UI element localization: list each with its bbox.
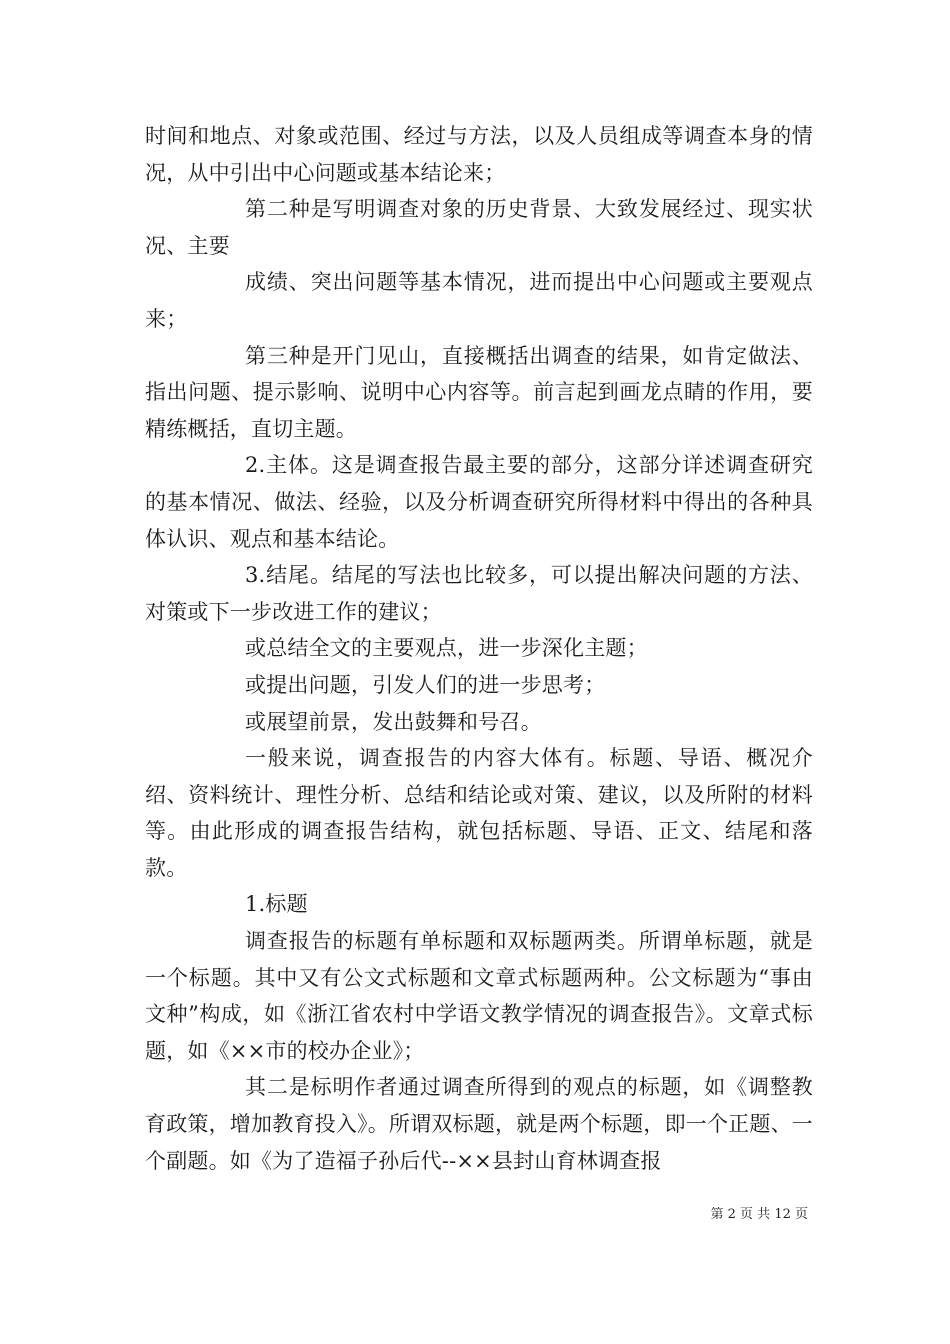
paragraph-double-title: 其二是标明作者通过调查所得到的观点的标题，如《调整教育政策，增加教育投入》。所谓双标题，就是两个标题，即一个正题、一个副题。如《为了造福子孙后代--××县封山育林调查报 — [145, 1075, 813, 1173]
paragraph-ending-option-summary: 或总结全文的主要观点，进一步深化主题； — [245, 636, 648, 661]
paragraph-ending-option-outlook: 或展望前景，发出鼓舞和号召。 — [245, 709, 542, 734]
paragraph-ending: 3.结尾。结尾的写法也比较多，可以提出解决问题的方法、对策或下一步改进工作的建议； — [145, 563, 813, 624]
paragraph-report-contents: 一般来说，调查报告的内容大体有。标题、导语、概况介绍、资料统计、理性分析、总结和结论或对策、建议，以及所附的材料等。由此形成的调查报告结构，就包括标题、导语、正文、结尾和落款。 — [145, 746, 813, 880]
paragraph-title-types: 调查报告的标题有单标题和双标题两类。所谓单标题，就是一个标题。其中又有公文式标题和文章式标题两种。公文标题为“事由文种”构成，如《浙江省农村中学语文教学情况的调查报告》。文章式标题，如《××市的校办企业》； — [145, 929, 813, 1063]
paragraph-continuation: 时间和地点、对象或范围、经过与方法，以及人员组成等调查本身的情况，从中引出中心问题或基本结论来； — [145, 124, 813, 185]
paragraph-third-type: 第三种是开门见山，直接概括出调查的结果，如肯定做法、指出问题、提示影响、说明中心内容等。前言起到画龙点睛的作用，要精练概括，直切主题。 — [145, 343, 813, 441]
page-number-footer: 第 2 页 共 12 页 — [710, 1207, 808, 1222]
paragraph-second-type: 第二种是写明调查对象的历史背景、大致发展经过、现实状况、主要 — [145, 197, 813, 258]
document-body — [145, 118, 813, 1179]
section-heading-title: 1.标题 — [245, 892, 308, 917]
paragraph-ending-option-question: 或提出问题，引发人们的进一步思考； — [245, 672, 606, 697]
paragraph-second-type-continued: 成绩、突出问题等基本情况，进而提出中心问题或主要观点来； — [145, 270, 813, 331]
paragraph-main-body: 2.主体。这是调查报告最主要的部分，这部分详述调查研究的基本情况、做法、经验，以及分析调查研究所得材料中得出的各种具体认识、观点和基本结论。 — [145, 453, 813, 551]
